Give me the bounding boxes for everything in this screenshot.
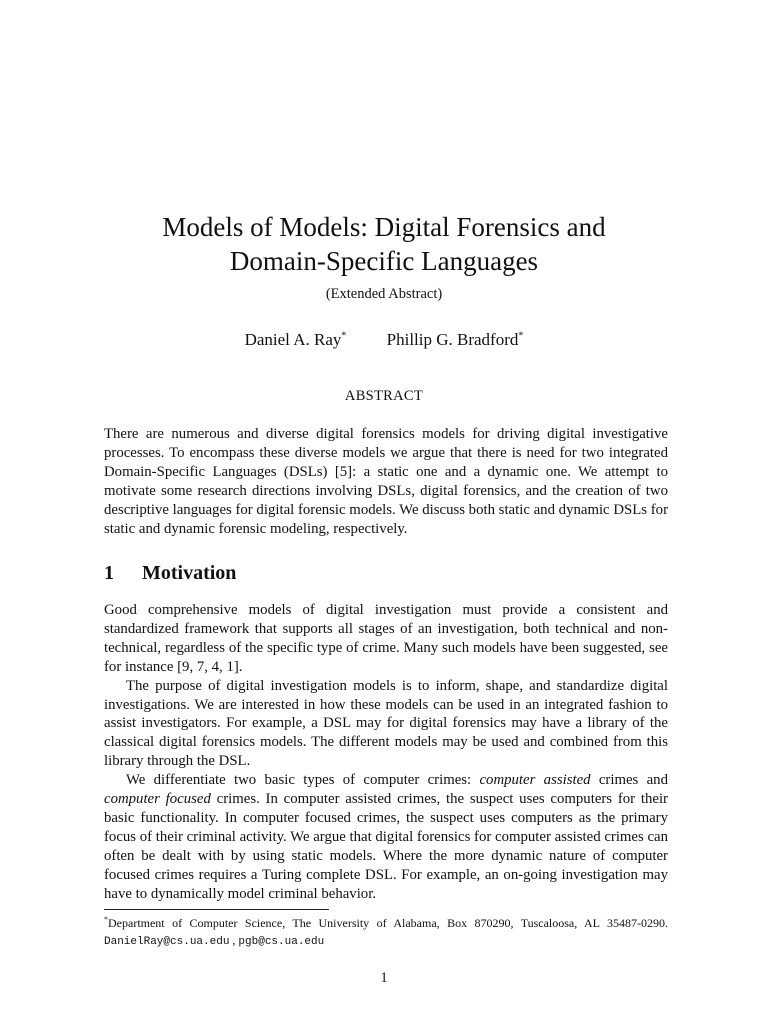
paper-title — [0, 210, 768, 278]
author-1-mark: * — [341, 330, 347, 342]
author-2-name: Phillip G. Bradford — [386, 330, 519, 349]
paragraph-1: Good comprehensive models of digital investigation must provide a consistent and standardized framework that supports all stages of an investigation, both technical and non-technical, regardless of the specific type of crime. Many such models have been suggested, see for instance [9, 7, 4, 1]. — [104, 602, 668, 675]
author-2-mark: * — [518, 330, 524, 342]
term-computer-assisted: computer assisted — [479, 772, 591, 789]
paragraph-3-part-a: We differentiate two basic types of computer crimes: — [126, 772, 480, 789]
section-title: Motivation — [142, 562, 237, 584]
author-2 — [387, 330, 524, 350]
title-line-1: Models of Models: Digital Forensics and — [162, 212, 606, 242]
author-1-name: Daniel A. Ray — [244, 330, 342, 349]
author-1 — [245, 330, 347, 350]
section-body — [104, 601, 668, 904]
footnote — [104, 911, 668, 951]
footnote-mark: * — [104, 915, 108, 924]
footnote-divider — [104, 909, 329, 910]
footnote-separator: , — [229, 933, 239, 947]
paragraph-3 — [104, 771, 668, 903]
footnote-text: Department of Computer Science, The University of Alabama, Box 870290, Tuscaloosa, AL 35487-0290. — [108, 916, 668, 930]
section-number: 1 — [104, 562, 114, 584]
title-line-2: Domain-Specific Languages — [229, 246, 539, 276]
abstract-text: There are numerous and diverse digital forensics models for driving digital investigative processes. To encompass these diverse models we argue that there is need for two integrated Domain-Specific Languages (DSLs) [5]: a static one and a dynamic one. We attempt to motivate some research directions involving DSLs, digital forensics, and the creation of two descriptive languages for digital forensic models. We discuss both static and dynamic DSLs for static and dynamic forensic modeling, respectively. — [104, 426, 668, 537]
author-list — [0, 330, 768, 350]
section-heading — [104, 562, 236, 585]
term-computer-focused: computer focused — [104, 791, 211, 808]
paragraph-2: The purpose of digital investigation models is to inform, shape, and standardize digital investigations. We are interested in how these models can be used in an integrated fashion to assist investigators. For example, a DSL may for digital forensics may have a library of the classical digital forensics models. The different models may be used and combined from this library through the DSL. — [104, 677, 668, 770]
paragraph-3-part-c: crimes. In computer assisted crimes, the suspect uses computers for their basic functionality. In computer focused crimes, the suspect uses computers as the primary focus of their criminal activity. We argue that digital forensics for computer assisted crimes can often be dealt with by using static models. Where the more dynamic nature of computer focused crimes requires a Turing complete DSL. For example, an on-going investigation may have to dynamically model criminal behavior. — [104, 791, 668, 902]
abstract-heading: ABSTRACT — [344, 388, 424, 404]
paper-subtitle: (Extended Abstract) — [325, 286, 443, 302]
footnote-email-1[interactable]: DanielRay@cs.ua.edu — [104, 936, 230, 948]
page-number: 1 — [380, 970, 388, 986]
footnote-email-2[interactable]: pgb@cs.ua.edu — [238, 936, 325, 948]
paragraph-3-part-b: crimes and — [590, 772, 668, 789]
